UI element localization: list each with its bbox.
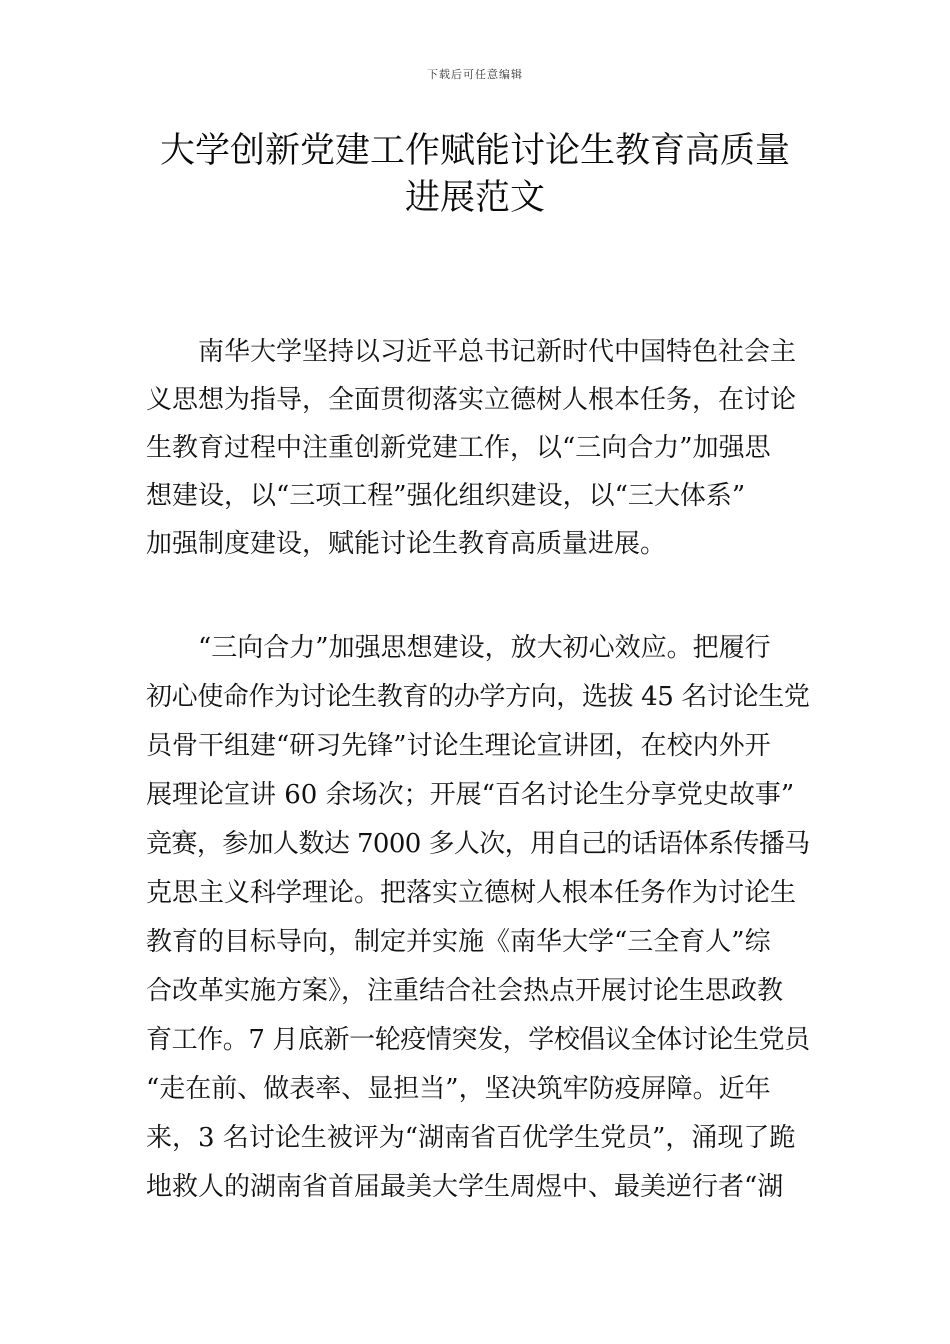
paragraph-line: “三向合力”加强思想建设，放大初心效应。把履行 bbox=[198, 633, 771, 663]
header-note: 下载后可任意编辑 bbox=[427, 68, 523, 81]
paragraph-line: 竞赛，参加人数达 7000 多人次，用自己的话语体系传播马 bbox=[146, 829, 810, 859]
paragraph-line: 合改革实施方案》，注重结合社会热点开展讨论生思政教 bbox=[146, 976, 784, 1006]
paragraph-line: 来，3 名讨论生被评为“湖南省百优学生党员”，涌现了跪 bbox=[146, 1123, 796, 1153]
paragraph-line: 展理论宣讲 60 余场次；开展“百名讨论生分享党史故事” bbox=[146, 780, 795, 810]
paragraph-line: 南华大学坚持以习近平总书记新时代中国特色社会主 bbox=[198, 337, 797, 367]
paragraph-line: 初心使命作为讨论生教育的办学方向，选拔 45 名讨论生党 bbox=[146, 682, 810, 712]
paragraph-line: 育工作。7 月底新一轮疫情突发，学校倡议全体讨论生党员 bbox=[146, 1025, 810, 1055]
paragraph-line: 义思想为指导，全面贯彻落实立德树人根本任务，在讨论 bbox=[146, 385, 797, 415]
paragraph-line: 想建设，以“三项工程”强化组织建设，以“三大体系” bbox=[146, 481, 746, 511]
paragraph-line: 生教育过程中注重创新党建工作，以“三向合力”加强思 bbox=[146, 433, 771, 463]
paragraph-line: 地救人的湖南省首届最美大学生周煜中、最美逆行者“湖 bbox=[146, 1172, 784, 1202]
paragraph-line: 克思主义科学理论。把落实立德树人根本任务作为讨论生 bbox=[146, 878, 797, 908]
title-line: 进展范文 bbox=[404, 178, 545, 218]
paragraph-line: 加强制度建设，赋能讨论生教育高质量进展。 bbox=[146, 529, 667, 559]
document-title bbox=[120, 128, 830, 222]
paragraph-line: “走在前、做表率、显担当”，坚决筑牢防疫屏障。近年 bbox=[146, 1074, 771, 1104]
paragraph-line: 教育的目标导向，制定并实施《南华大学“三全育人”综 bbox=[146, 927, 771, 957]
title-line: 大学创新党建工作赋能讨论生教育高质量 bbox=[159, 131, 790, 171]
paragraph-line: 员骨干组建“研习先锋”讨论生理论宣讲团，在校内外开 bbox=[146, 731, 771, 761]
